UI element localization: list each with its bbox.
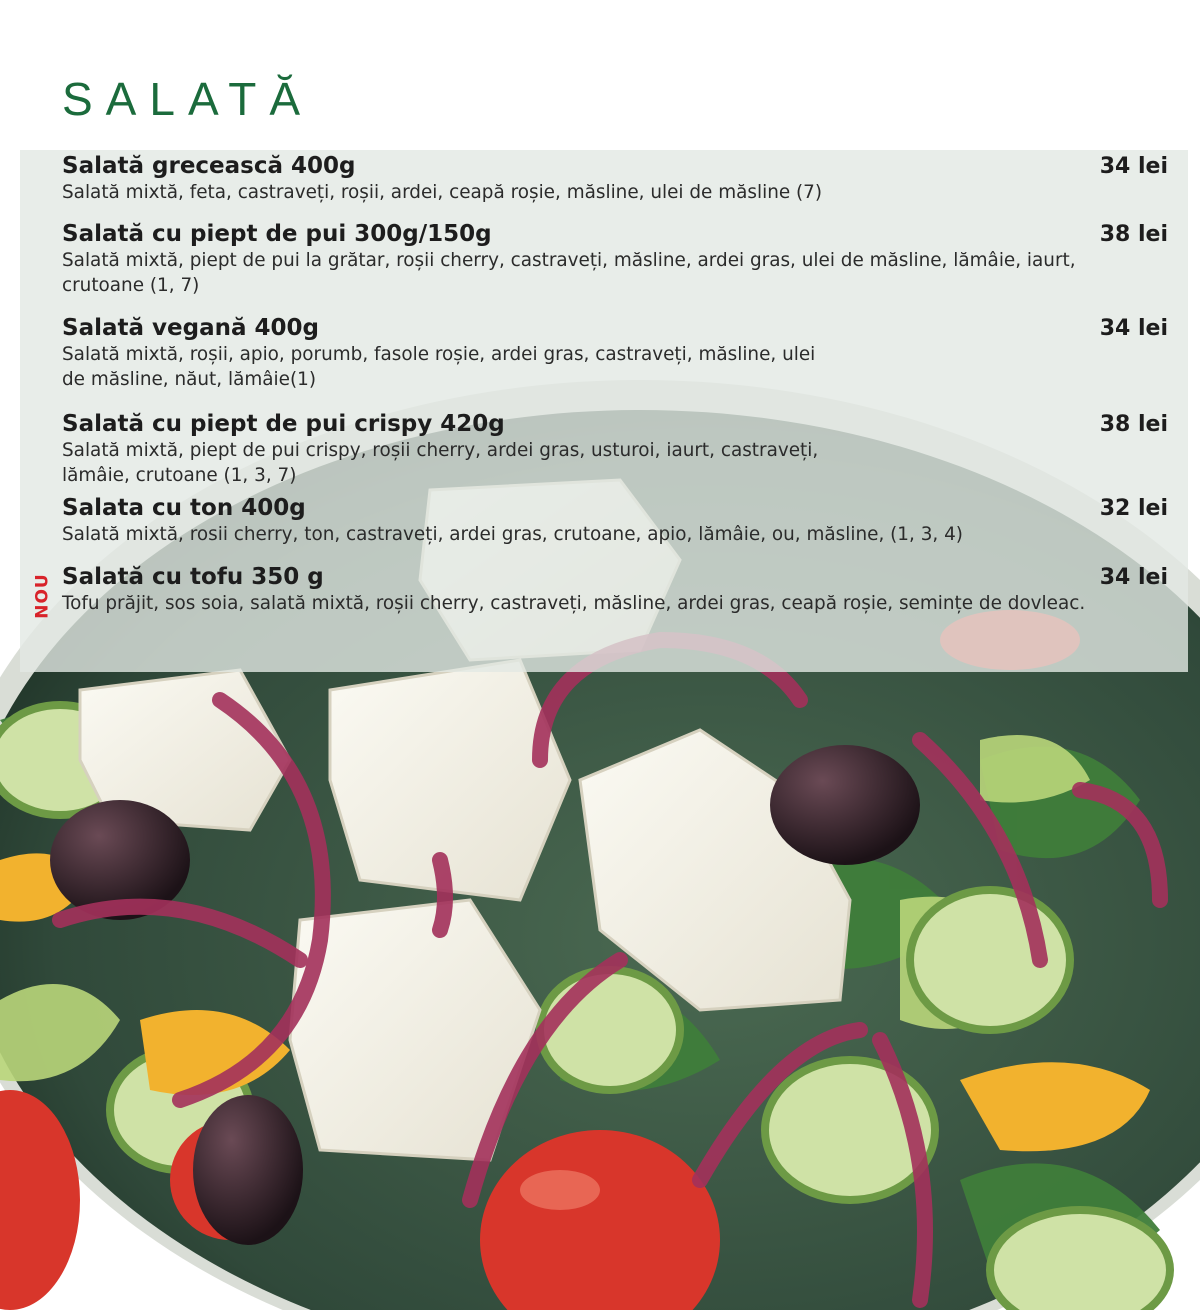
item-name: Salată vegană 400g — [62, 315, 319, 341]
item-name: Salată grecească 400g — [62, 153, 356, 179]
item-price: 38 lei — [1099, 222, 1168, 247]
menu-item-salata-ton — [62, 495, 1168, 547]
item-price: 32 lei — [1099, 496, 1168, 521]
menu-item-salata-greceasca — [62, 153, 1168, 205]
item-name: Salată cu piept de pui crispy 420g — [62, 411, 505, 437]
item-name: Salata cu ton 400g — [62, 495, 306, 521]
item-description: Salată mixtă, piept de pui crispy, roșii cherry, ardei gras, usturoi, iaurt, castraveți, lămâie, crutoane (1, 3, 7) — [62, 440, 819, 486]
menu-item-salata-pui-crispy — [62, 411, 1168, 488]
item-name: Salată cu tofu 350 g — [62, 564, 324, 590]
menu-item-salata-vegana — [62, 315, 1168, 392]
item-name: Salată cu piept de pui 300g/150g — [62, 221, 492, 247]
item-price: 38 lei — [1099, 412, 1168, 437]
item-price: 34 lei — [1099, 565, 1168, 590]
section-title: SALATĂ — [62, 73, 313, 125]
item-description: Salată mixtă, feta, castraveți, roșii, ardei, ceapă roșie, măsline, ulei de măsline (7) — [62, 182, 823, 203]
new-badge — [30, 570, 56, 622]
item-description: Salată mixtă, rosii cherry, ton, castraveți, ardei gras, crutoane, apio, lămâie, ou, măsline, (1, 3, 4) — [62, 524, 963, 545]
item-description: Salată mixtă, piept de pui la grătar, roșii cherry, castraveți, măsline, ardei gras, ulei de măsline, lămâie, iaurt, crutoane (1, 7) — [62, 250, 1076, 296]
menu-item-salata-piept-pui — [62, 221, 1168, 298]
item-price: 34 lei — [1099, 154, 1168, 179]
new-badge-label: NOU — [33, 573, 54, 619]
menu-item-salata-tofu — [62, 564, 1168, 616]
item-description: Tofu prăjit, sos soia, salată mixtă, roșii cherry, castraveți, măsline, ardei gras, ceapă roșie, semințe de dovleac. — [62, 593, 1086, 614]
item-price: 34 lei — [1099, 316, 1168, 341]
item-description: Salată mixtă, roșii, apio, porumb, fasole roșie, ardei gras, castraveți, măsline, ulei de măsline, năut, lămâie(1) — [62, 344, 816, 390]
